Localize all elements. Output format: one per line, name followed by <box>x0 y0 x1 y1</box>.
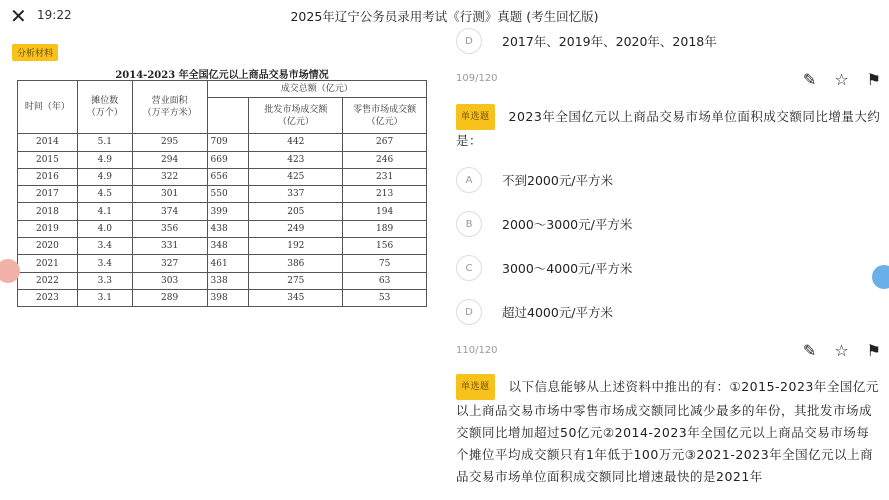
table-cell: 289 <box>132 289 207 306</box>
table-cell: 301 <box>132 186 207 203</box>
table-cell: 4.9 <box>77 168 132 185</box>
table-cell: 231 <box>343 168 427 185</box>
flag-icon[interactable]: ⚑ <box>866 70 881 89</box>
table-cell: 2022 <box>18 272 78 289</box>
table-cell: 2020 <box>18 238 78 255</box>
table-cell: 303 <box>132 272 207 289</box>
table-cell: 3.4 <box>77 255 132 272</box>
table-cell: 4.0 <box>77 220 132 237</box>
table-cell: 4.9 <box>77 151 132 168</box>
table-row <box>18 134 427 151</box>
table-cell: 461 <box>207 255 249 272</box>
table-cell: 192 <box>249 238 343 255</box>
option-letter: C <box>456 255 482 281</box>
table-cell: 189 <box>343 220 427 237</box>
table-cell: 295 <box>132 134 207 151</box>
table-cell: 156 <box>343 238 427 255</box>
table-row <box>18 255 427 272</box>
table-cell: 399 <box>207 203 249 220</box>
option-letter: A <box>456 167 482 193</box>
table-cell: 331 <box>132 238 207 255</box>
table-cell: 550 <box>207 186 249 203</box>
table-row <box>18 203 427 220</box>
data-table <box>17 80 427 307</box>
table-cell: 2015 <box>18 151 78 168</box>
table-cell: 2021 <box>18 255 78 272</box>
table-cell: 194 <box>343 203 427 220</box>
table-row <box>18 151 427 168</box>
table-cell: 2017 <box>18 186 78 203</box>
header-area: 营业面积 （万平方米） <box>132 81 207 134</box>
option-b[interactable] <box>456 211 632 237</box>
table-cell: 337 <box>249 186 343 203</box>
table-cell: 398 <box>207 289 249 306</box>
clock: 19:22 <box>37 8 72 22</box>
question-stem: 2023年全国亿元以上商品交易市场单位面积成交额同比增量大约是： <box>456 109 881 148</box>
table-row <box>18 238 427 255</box>
table-row <box>18 272 427 289</box>
table-cell: 709 <box>207 134 249 151</box>
option-a[interactable] <box>456 167 613 193</box>
edit-icon[interactable]: ✎ <box>802 341 817 360</box>
table-cell: 2014 <box>18 134 78 151</box>
close-icon[interactable]: ✕ <box>10 4 27 28</box>
table-cell: 386 <box>249 255 343 272</box>
table-cell: 213 <box>343 186 427 203</box>
top-bar <box>0 0 889 30</box>
table-cell: 322 <box>132 168 207 185</box>
question-text <box>456 374 881 488</box>
table-cell: 442 <box>249 134 343 151</box>
option-text: 3000～4000元/平方米 <box>502 261 633 276</box>
table-cell: 2019 <box>18 220 78 237</box>
table-cell: 2018 <box>18 203 78 220</box>
table-cell: 438 <box>207 220 249 237</box>
flag-icon[interactable]: ⚑ <box>866 341 881 360</box>
table-row <box>18 289 427 306</box>
material-panel <box>0 30 445 500</box>
table-cell: 374 <box>132 203 207 220</box>
question-stem: 以下信息能够从上述资料中推出的有：①2015-2023年全国亿元以上商品交易市场中零售市场成交额同比减少最多的年份，其批发市场成交额同比增加超过50亿元②2014-2023年全国亿元以上商品交易市场每个摊位平均成交额只有1年低于100万元③2021-2023年全国亿元以上商品交易市场单位面积成交额同比增速最快的是2021年 <box>456 379 879 484</box>
table-cell: 249 <box>249 220 343 237</box>
table-cell: 4.1 <box>77 203 132 220</box>
question-toolbar <box>803 70 881 89</box>
header-stalls: 摊位数 （万个） <box>77 81 132 134</box>
table-title: 2014-2023 年全国亿元以上商品交易市场情况 <box>115 70 329 81</box>
option-letter: B <box>456 211 482 237</box>
material-tag: 分析材料 <box>12 44 58 61</box>
option-text: 不到2000元/平方米 <box>502 173 614 188</box>
table-cell: 3.1 <box>77 289 132 306</box>
header-wholesale: 批发市场成交额 （亿元） <box>249 98 343 134</box>
table-cell: 425 <box>249 168 343 185</box>
question-panel <box>450 30 889 500</box>
question-number: 110/120 <box>456 345 498 356</box>
table-cell: 423 <box>249 151 343 168</box>
table-cell: 656 <box>207 168 249 185</box>
option-d[interactable] <box>456 299 613 325</box>
header-retail: 零售市场成交额 （亿元） <box>343 98 427 134</box>
table-cell: 267 <box>343 134 427 151</box>
table-cell: 5.1 <box>77 134 132 151</box>
table-cell: 669 <box>207 151 249 168</box>
table-cell: 345 <box>249 289 343 306</box>
page-title: 2025年辽宁公务员录用考试《行测》真题 (考生回忆版) <box>290 9 599 24</box>
header-total: 成交总额（亿元） <box>207 81 426 98</box>
header-total-blank <box>207 98 249 134</box>
table-cell: 327 <box>132 255 207 272</box>
option-text: 2017年、2019年、2020年、2018年 <box>502 34 717 49</box>
table-cell: 2016 <box>18 168 78 185</box>
header-year: 时间（年） <box>18 81 78 134</box>
option-text: 2000～3000元/平方米 <box>502 217 633 232</box>
side-float-button[interactable] <box>872 265 889 289</box>
question-number: 109/120 <box>456 73 498 84</box>
option-letter: D <box>456 299 482 325</box>
star-icon[interactable]: ☆ <box>834 341 849 360</box>
table-cell: 75 <box>343 255 427 272</box>
table-row <box>18 186 427 203</box>
question-toolbar <box>803 341 881 360</box>
table-cell: 3.3 <box>77 272 132 289</box>
table-cell: 246 <box>343 151 427 168</box>
prev-option-d[interactable] <box>456 28 717 54</box>
table-cell: 2023 <box>18 289 78 306</box>
table-cell: 275 <box>249 272 343 289</box>
table-cell: 53 <box>343 289 427 306</box>
table-cell: 338 <box>207 272 249 289</box>
option-letter: D <box>456 28 482 54</box>
table-row <box>18 220 427 237</box>
question-type-tag: 单选题 <box>456 374 495 400</box>
option-c[interactable] <box>456 255 632 281</box>
table-cell: 205 <box>249 203 343 220</box>
question-text <box>456 104 881 152</box>
table-cell: 356 <box>132 220 207 237</box>
question-type-tag: 单选题 <box>456 104 495 130</box>
table-row <box>18 168 427 185</box>
table-cell: 4.5 <box>77 186 132 203</box>
star-icon[interactable]: ☆ <box>834 70 849 89</box>
option-text: 超过4000元/平方米 <box>502 305 614 320</box>
table-cell: 294 <box>132 151 207 168</box>
table-cell: 3.4 <box>77 238 132 255</box>
table-cell: 63 <box>343 272 427 289</box>
table-cell: 348 <box>207 238 249 255</box>
edit-icon[interactable]: ✎ <box>802 70 817 89</box>
